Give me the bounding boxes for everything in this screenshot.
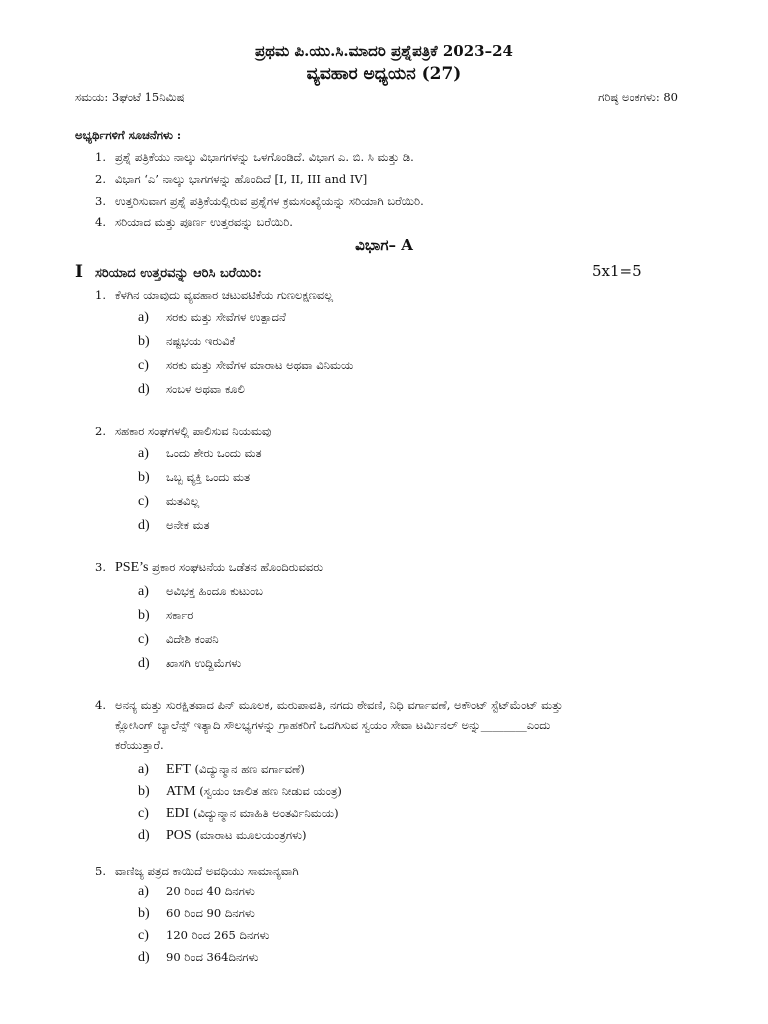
option-label: d) [138,382,150,397]
option-label: b) [138,906,150,921]
option-label: c) [138,806,149,821]
question-number: 2. [95,424,106,438]
option-text: (ವಿದ್ಯುನ್ಮಾನ ಮಾಹಿತಿ ಅಂತರ್ವಿನಿಮಯ) [189,806,339,820]
option [138,784,342,800]
instruction-item [95,194,424,209]
instruction-item [95,150,414,165]
option-text: 120 ರಿಂದ 265 ದಿನಗಳು [166,928,270,942]
time-allowed: ಸಮಯ: 3ಘಂಟೆ 15ನಿಮಿಷ [75,90,185,104]
question-text: ಪ್ರಕಾರ ಸಂಘಟನೆಯ ಒಡೆತನ ಹೊಂದಿರುವವರು [148,560,323,574]
option-label: c) [138,358,149,373]
question-text: ಕೆಳಗಿನ ಯಾವುದು ವ್ಯವಹಾರ ಚಟುವಟಿಕೆಯ ಗುಣಲಕ್ಷಣವಲ್ಲ [115,288,334,302]
option-text: ಅನೇಕ ಮತ [166,518,210,532]
option-text: ಒಬ್ಬ ವ್ಯಕ್ತಿ ಒಂದು ಮತ [166,470,251,484]
option [138,334,235,350]
instruction-number: 3. [95,194,106,208]
instruction-item [95,172,367,187]
option-abbreviation: POS [166,828,192,843]
question-line: ಕ್ಲೋಸಿಂಗ್ ಬ್ಯಾಲೆನ್ಸ್ ಇತ್ಯಾದಿ ಸೌಲಭ್ಯಗಳನ್ನು ಗ್ರಾಹಕರಿಗೆ ಒದಗಿಸುವ ಸ್ವಯಂ ಸೇವಾ ಟರ್ಮಿನಲ್ ಅನ್ನು________ಎಂದು [115,718,551,732]
option-text: ಮತವಿಲ್ಲ [166,494,200,508]
instruction-text: ಪ್ರಶ್ನೆ ಪತ್ರಿಕೆಯು ನಾಲ್ಕು ವಿಭಾಗಗಳನ್ನು ಒಳಗೊಂಡಿದೆ. ವಿಭಾಗ ಎ. ಬಿ. ಸಿ ಮತ್ತು ಡಿ. [115,150,414,164]
instruction-number: 2. [95,172,106,186]
option-label: a) [138,446,149,461]
question-stem [95,424,271,439]
question-number: 3. [95,560,106,574]
option [138,806,339,822]
subject-title: ವ್ಯವಹಾರ ಅಧ್ಯಯನ (27) [306,64,462,84]
option [138,584,263,600]
option [138,762,305,778]
option [138,382,245,398]
option-text: 60 ರಿಂದ 90 ದಿನಗಳು [166,906,255,920]
option-label: d) [138,950,150,965]
option-text: ಒಂದು ಶೇರು ಒಂದು ಮತ [166,446,262,460]
part-marks: 5x1=5 [592,262,642,280]
instruction-item [95,215,293,230]
option [138,470,250,486]
option-label: a) [138,584,149,599]
option [138,358,353,374]
max-marks: ಗರಿಷ್ಠ ಅಂಕಗಳು: 80 [598,90,678,104]
option [138,928,269,944]
option-text: ಸರಕು ಮತ್ತು ಸೇವೆಗಳ ಉತ್ಪಾದನೆ [166,310,286,324]
exam-title: ಪ್ರಥಮ ಪಿ.ಯು.ಸಿ.ಮಾದರಿ ಪ್ರಶ್ನೆಪತ್ರಿಕೆ 2023–24 [255,42,513,60]
question-stem [95,288,333,303]
part-instruction: ಸರಿಯಾದ ಉತ್ತರವನ್ನು ಆರಿಸಿ ಬರೆಯಿರಿ: [95,266,262,281]
question-text: ಅನನ್ಯ ಮತ್ತು ಸುರಕ್ಷಿತವಾದ ಪಿನ್ ಮೂಲಕ, ಮರುಪಾವತಿ, ನಗದು ಠೇವಣಿ, ನಿಧಿ ವರ್ಗಾವಣೆ, ಅಕೌಂಟ್ ಸ್ಟೆಟ್‌ಮೆಂಟ್ ಮತ್ತು [115,698,563,712]
option [138,608,193,624]
option [138,906,255,922]
option-text: (ವಿದ್ಯುನ್ಮಾನ ಹಣ ವರ್ಗಾವಣೆ) [190,762,305,776]
option-label: d) [138,828,150,843]
option-text: ಸರಕು ಮತ್ತು ಸೇವೆಗಳ ಮಾರಾಟ ಅಥವಾ ವಿನಿಮಯ [166,358,354,372]
option-label: c) [138,494,149,509]
option-text: 20 ರಿಂದ 40 ದಿನಗಳು [166,884,255,898]
instruction-text: ಸರಿಯಾದ ಮತ್ತು ಪೂರ್ಣ ಉತ್ತರವನ್ನು ಬರೆಯಿರಿ. [115,215,293,229]
option-abbreviation: EFT [166,762,191,777]
question-line: ಕರೆಯುತ್ತಾರೆ. [115,738,164,752]
instruction-number: 1. [95,150,106,164]
section-title: ವಿಭಾಗ– A [355,236,413,254]
option [138,884,255,900]
option-text: ಸಂಬಳ ಅಥವಾ ಕೂಲಿ [166,382,245,396]
option-label: c) [138,632,149,647]
question-number: 1. [95,288,106,302]
question-number: 5. [95,864,106,878]
option-label: b) [138,608,150,623]
option [138,632,219,648]
option [138,656,241,672]
option [138,446,262,462]
instruction-text: ಉತ್ತರಿಸುವಾಗ ಪ್ರಶ್ನೆ ಪತ್ರಿಕೆಯಲ್ಲಿರುವ ಪ್ರಶ್ನೆಗಳ ಕ್ರಮಸಂಖ್ಯೆಯನ್ನು ಸರಿಯಾಗಿ ಬರೆಯಿರಿ. [115,194,424,208]
question-abbreviation: PSE’s [115,560,149,575]
option-label: a) [138,762,149,777]
option-text: 90 ರಿಂದ 364ದಿನಗಳು [166,950,259,964]
option [138,828,306,844]
option-label: b) [138,470,150,485]
option-abbreviation: EDI [166,806,190,821]
question-stem [95,864,299,879]
instructions-heading: ಅಭ್ಯರ್ಥಿಗಳಿಗೆ ಸೂಚನೆಗಳು : [75,128,182,142]
option-text: ಅವಿಭಕ್ತ ಹಿಂದೂ ಕುಟುಂಬ [166,584,263,598]
question-line [95,695,695,715]
question-text: ಸಹಕಾರ ಸಂಘಗಳಲ್ಲಿ ಪಾಲಿಸುವ ನಿಯಮವು [115,424,272,438]
part-heading [75,262,262,282]
option-label: a) [138,310,149,325]
question-stem [95,695,695,755]
option-label: d) [138,518,150,533]
option-text: ಖಾಸಗಿ ಉದ್ದಿಮೆಗಳು [166,656,242,670]
option-abbreviation: ATM [166,784,196,799]
option-label: d) [138,656,150,671]
option-text: (ಮಾರಾಟ ಮೂಲಯಂತ್ರಗಳು) [191,828,307,842]
option-text: ನಷ್ಟಭಯ ಇರುವಿಕೆ [166,334,236,348]
option-label: a) [138,884,149,899]
option [138,494,199,510]
instruction-number: 4. [95,215,106,229]
option [138,310,286,326]
option-label: b) [138,334,150,349]
part-number: I [75,262,83,282]
option-label: c) [138,928,149,943]
question-text: ವಾಣಿಜ್ಯ ಪತ್ರದ ಕಾಯಿದೆ ಅವಧಿಯು ಸಾಮಾನ್ಯವಾಗಿ [115,864,299,878]
option-label: b) [138,784,150,799]
option [138,518,210,534]
option-text: (ಸ್ವಯಂ ಚಾಲಿತ ಹಣ ನೀಡುವ ಯಂತ್ರ) [195,784,342,798]
option-text: ವಿದೇಶಿ ಕಂಪನಿ [166,632,219,646]
option-text: ಸರ್ಕಾರ [166,608,194,622]
question-number: 4. [95,698,106,712]
instruction-text: ವಿಭಾಗ ‘ಎ’ ನಾಲ್ಕು ಭಾಗಗಳನ್ನು ಹೊಂದಿದೆ [I, II, III and IV] [115,172,368,186]
question-stem [95,560,323,576]
option [138,950,258,966]
